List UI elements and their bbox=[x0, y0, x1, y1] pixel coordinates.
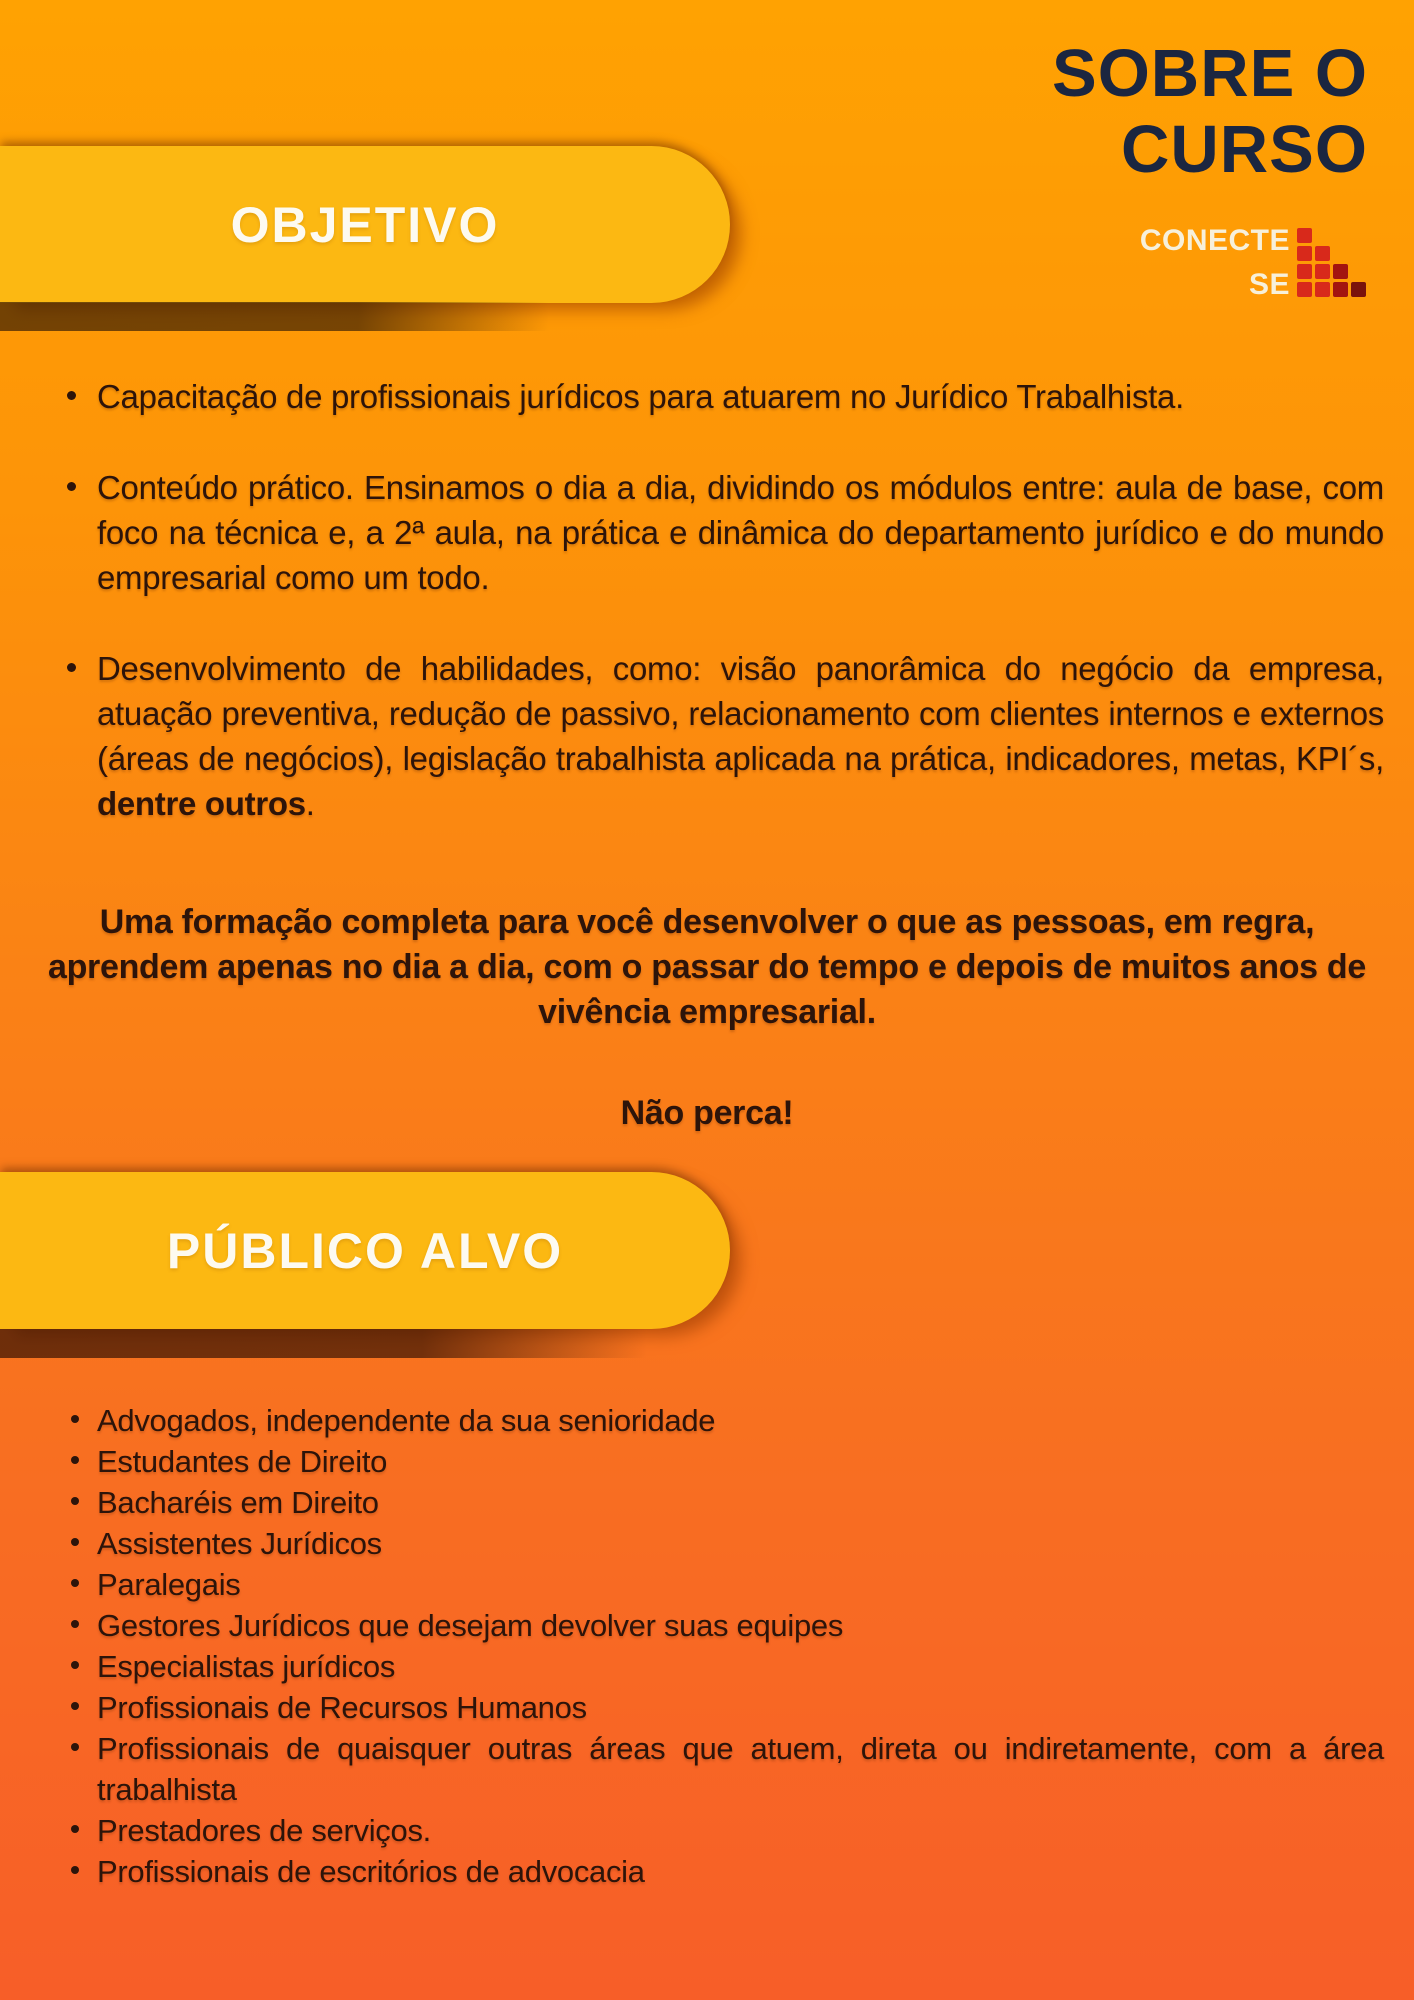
bullet-text-bold: dentre outros bbox=[97, 785, 306, 822]
emphasis-paragraph: Uma formação completa para você desenvolver o que as pessoas, em regra, aprendem apenas no dia a dia, com o passar do tempo e depois de muitos anos de vivência empresarial. bbox=[47, 903, 1367, 1031]
list-item: Profissionais de escritórios de advocacia bbox=[65, 1851, 1384, 1892]
logo-block bbox=[1297, 246, 1312, 261]
page-title bbox=[1052, 36, 1368, 188]
logo-block bbox=[1333, 264, 1348, 279]
list-item: Gestores Jurídicos que desejam devolver suas equipes bbox=[65, 1605, 1384, 1646]
logo-word-se: SE bbox=[1248, 268, 1290, 301]
bullet-text: Conteúdo prático. Ensinamos o dia a dia, dividindo os módulos entre: aula de base, com foco na técnica e, a 2ª aula, na prática e dinâmica do departamento jurídico e do mundo empresarial como um todo. bbox=[97, 469, 1384, 596]
bullet-text: Desenvolvimento de habilidades, como: visão panorâmica do negócio da empresa, atuação preventiva, redução de passivo, relacionamento com clientes internos e externos (áreas de negócios), legislação trabalhista aplicada na prática, indicadores, metas, KPI´s, bbox=[97, 650, 1384, 777]
objetivo-heading: OBJETIVO bbox=[230, 196, 500, 253]
publico-alvo-list bbox=[65, 1400, 1384, 1892]
bullet-text-after: . bbox=[305, 785, 315, 822]
bullet-item bbox=[65, 465, 1384, 600]
bullet-text: Capacitação de profissionais jurídicos para atuarem no Jurídico Trabalhista. bbox=[97, 378, 1184, 415]
list-item: Assistentes Jurídicos bbox=[65, 1523, 1384, 1564]
logo-block bbox=[1297, 282, 1312, 297]
list-item: Prestadores de serviços. bbox=[65, 1810, 1384, 1851]
page-title-line1: SOBRE O bbox=[1052, 36, 1368, 111]
conecte-se-logo bbox=[1140, 226, 1366, 300]
objetivo-bullet-list bbox=[65, 374, 1384, 872]
logo-word-conecte: CONECTE bbox=[1139, 224, 1290, 257]
logo-block bbox=[1297, 264, 1312, 279]
logo-block bbox=[1315, 264, 1330, 279]
bullet-item bbox=[65, 646, 1384, 826]
publico-alvo-banner-shadow bbox=[0, 1329, 660, 1358]
objetivo-banner-shadow bbox=[0, 302, 560, 331]
cta-text: Não perca! bbox=[620, 1094, 794, 1132]
logo-blocks bbox=[1297, 228, 1366, 297]
objetivo-banner bbox=[0, 146, 730, 303]
logo-block bbox=[1297, 228, 1312, 243]
page-title-line2: CURSO bbox=[1121, 112, 1368, 187]
logo-block bbox=[1315, 282, 1330, 297]
list-item: Paralegais bbox=[65, 1564, 1384, 1605]
publico-alvo-heading: PÚBLICO ALVO bbox=[166, 1222, 564, 1279]
list-item: Advogados, independente da sua senioridade bbox=[65, 1400, 1384, 1441]
logo-block bbox=[1315, 246, 1330, 261]
list-item: Especialistas jurídicos bbox=[65, 1646, 1384, 1687]
logo-block bbox=[1351, 282, 1366, 297]
logo-wordmark bbox=[1140, 226, 1290, 300]
list-item: Profissionais de quaisquer outras áreas que atuem, direta ou indiretamente, com a área trabalhista bbox=[65, 1728, 1384, 1810]
list-item: Bacharéis em Direito bbox=[65, 1482, 1384, 1523]
list-item: Profissionais de Recursos Humanos bbox=[65, 1687, 1384, 1728]
bullet-item bbox=[65, 374, 1384, 419]
list-item: Estudantes de Direito bbox=[65, 1441, 1384, 1482]
publico-alvo-banner bbox=[0, 1172, 730, 1329]
logo-block bbox=[1333, 282, 1348, 297]
